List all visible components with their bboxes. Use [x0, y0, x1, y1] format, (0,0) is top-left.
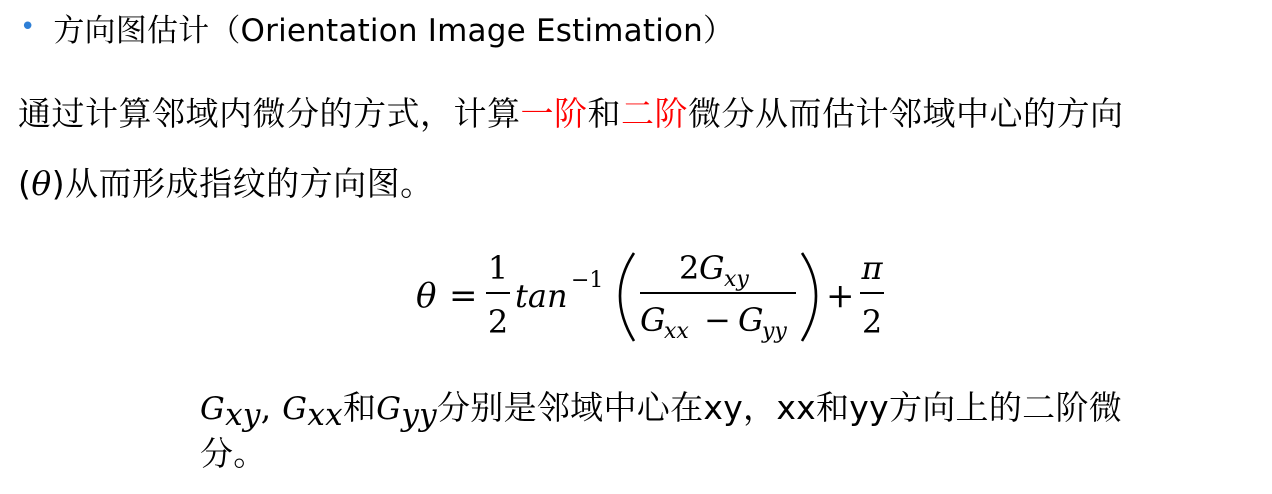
note-sub-xx: xx — [307, 397, 343, 433]
paragraph-text: 和 — [587, 94, 621, 133]
formula-den-G1: G — [640, 301, 666, 339]
formula-half-denominator: 2 — [487, 303, 509, 341]
formula-left-paren — [620, 253, 634, 341]
note-sub-xy: xy — [225, 397, 261, 433]
paragraph-line-2: (θ)从而形成指纹的方向图。 — [18, 164, 434, 203]
note-text-end: 分。 — [200, 434, 267, 473]
note-G-xy: G — [200, 391, 226, 427]
note-comma: , — [260, 388, 272, 427]
formula-tan: tan — [515, 277, 568, 315]
note-line-1 — [200, 382, 1123, 433]
formula-plus: + — [826, 276, 855, 316]
formula-num-sub: xy — [724, 267, 749, 292]
note-G-yy: G — [376, 391, 402, 427]
note-sub-yy: yy — [401, 397, 437, 433]
formula-pi: π — [861, 249, 883, 287]
section-heading: 方向图估计（Orientation Image Estimation） — [53, 12, 735, 49]
note-G-xx: G — [282, 391, 308, 427]
formula-minus: − — [704, 301, 731, 339]
formula-pi-denominator: 2 — [861, 303, 883, 341]
paragraph-text: 从而形成指纹的方向图。 — [65, 164, 434, 203]
highlight-second-order: 二阶 — [621, 94, 688, 133]
paragraph-text: 通过计算邻域内微分的方式，计算 — [18, 94, 521, 133]
formula-num-G: G — [699, 249, 725, 287]
formula-right-paren — [802, 253, 816, 341]
paragraph-text: 微分从而估计邻域中心的方向 — [688, 94, 1124, 133]
formula-half-numerator: 1 — [487, 249, 509, 287]
note-line-2 — [200, 428, 267, 475]
formula-num-coef: 2 — [679, 249, 700, 287]
formula-svg — [0, 235, 1272, 355]
paragraph-line-1 — [18, 88, 1124, 135]
formula-theta: θ — [416, 276, 437, 316]
orientation-formula — [0, 235, 1272, 355]
formula-den-sub2: yy — [762, 319, 787, 344]
note-and: 和 — [342, 388, 377, 427]
formula-exponent: −1 — [571, 268, 604, 293]
highlight-first-order: 一阶 — [520, 94, 588, 133]
formula-den-sub1: xx — [664, 319, 689, 344]
bullet-dot-icon: • — [20, 12, 36, 42]
formula-den-G2: G — [738, 301, 764, 339]
formula-equals: = — [449, 276, 478, 316]
note-text: 分别是邻域中心在xy，xx和yy方向上的二阶微 — [436, 388, 1123, 427]
section-heading-row — [20, 4, 734, 50]
theta-symbol: θ — [31, 164, 52, 203]
